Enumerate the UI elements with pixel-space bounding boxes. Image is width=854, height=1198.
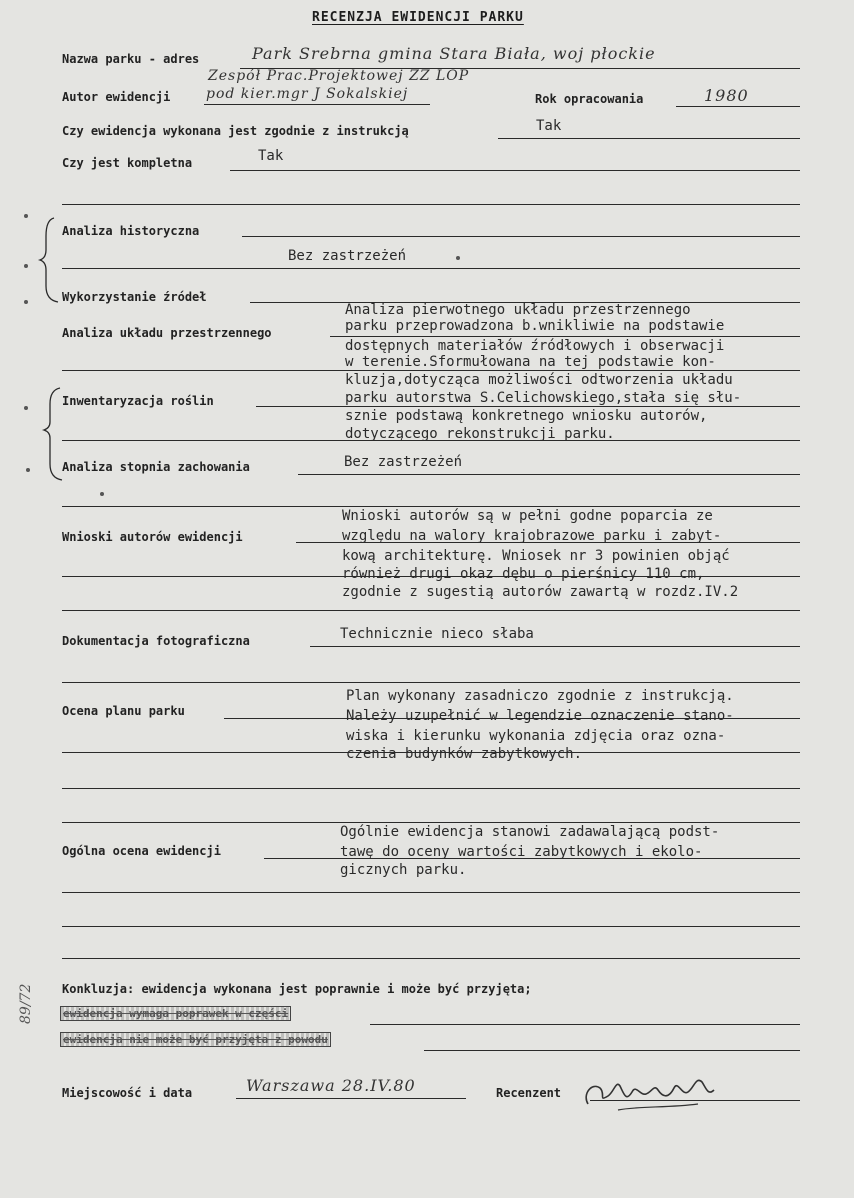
label-inwentaryzacja: Inwentaryzacja roślin [62,394,214,408]
value-uklad-line: parku autorstwa S.Celichowskiego,stała się słu- [345,390,742,406]
value-plan-line: czenia budynków zabytkowych. [346,746,583,762]
struck-option: ewidencja nie może być przyjęta z powodu [60,1032,331,1047]
value-ogolna-line: tawę do oceny wartości zabytkowych i ekolo- [340,844,703,860]
value-wnioski-line: Wnioski autorów są w pełni godne poparcia ze [342,508,713,524]
struck-option: ewidencja wymaga poprawek w części [60,1006,291,1021]
margin-dot [456,256,460,260]
value-uklad-line: kluzja,dotycząca możliwości odtworzenia układu [345,372,733,388]
value-uklad-line: parku przeprowadzona b.wnikliwie na podstawie [345,318,725,334]
label-miejsce: Miejscowość i data [62,1086,193,1100]
margin-dot [24,264,28,268]
value-plan-line: Należy uzupełnić w legendzie oznaczenie stano- [346,708,734,724]
value-wnioski-line: zgodnie z sugestią autorów zawartą w rozdz.IV.2 [342,584,739,600]
label-rok: Rok opracowania [535,92,644,106]
value-uklad-line: w terenie.Sformułowana na tej podstawie kon- [345,354,716,370]
value-plan-line: wiska i kierunku wykonania zdjęcia oraz ozna- [346,728,726,744]
label-kompletna: Czy jest kompletna [62,156,193,170]
margin-dot [24,300,28,304]
value-zachowanie: Bez zastrzeżeń [344,454,463,470]
label-ogolna: Ogólna ocena ewidencji [62,844,221,858]
label-wnioski: Wnioski autorów ewidencji [62,530,243,544]
value-dokumentacja: Technicznie nieco słaba [340,626,534,642]
label-uklad: Analiza układu przestrzennego [62,326,272,340]
label-zrodla: Wykorzystanie źródeł [62,290,207,304]
label-dokumentacja: Dokumentacja fotograficzna [62,634,250,648]
value-autor-line2: pod kier.mgr J Sokalskiej [206,86,409,102]
value-wnioski-line: kową architekturę. Wniosek nr 3 powinien objąć [342,548,730,564]
konkluzja-text: Konkluzja: ewidencja wykonana jest poprawnie i może być przyjęta; [62,982,532,996]
label-historyczna: Analiza historyczna [62,224,200,238]
label-plan: Ocena planu parku [62,704,185,718]
side-note: 89/72 [18,983,34,1024]
label-nazwa: Nazwa parku - adres [62,52,200,66]
value-uklad-line: sznie podstawą konkretnego wniosku autorów, [345,408,708,424]
margin-dot [24,406,28,410]
value-ogolna-line: gicznych parku. [340,862,467,878]
value-rok: 1980 [704,86,749,105]
value-wnioski-line: względu na walory krajobrazowe parku i zabyt- [342,528,722,544]
margin-dot [24,214,28,218]
value-uklad-line: dostępnych materiałów źródłowych i obserwacji [345,338,725,354]
label-recenzent: Recenzent [496,1086,562,1100]
value-instrukcja: Tak [536,118,562,134]
margin-dot [100,492,104,496]
value-plan-line: Plan wykonany zasadniczo zgodnie z instrukcją. [346,688,734,704]
value-nazwa: Park Srebrna gmina Stara Biała, woj płockie [252,44,656,63]
value-uklad-line: dotyczącego rekonstrukcji parku. [345,426,615,442]
value-autor-line1: Zespół Prac.Projektowej ZZ LOP [208,68,470,84]
page-title: RECENZJA EWIDENCJI PARKU [312,10,524,25]
value-wnioski-line: również drugi okaz dębu o pierśnicy 110 cm, [342,566,705,582]
label-zachowanie: Analiza stopnia zachowania [62,460,250,474]
label-instrukcja: Czy ewidencja wykonana jest zgodnie z instrukcją [62,124,409,138]
value-ogolna-line: Ogólnie ewidencja stanowi zadawalającą podst- [340,824,720,840]
value-kompletna: Tak [258,148,284,164]
value-miejsce: Warszawa 28.IV.80 [246,1076,416,1095]
value-historyczna: Bez zastrzeżeń [288,248,407,264]
margin-dot [26,468,30,472]
value-uklad-line: Analiza pierwotnego układu przestrzennego [345,302,691,318]
label-autor: Autor ewidencji [62,90,171,104]
